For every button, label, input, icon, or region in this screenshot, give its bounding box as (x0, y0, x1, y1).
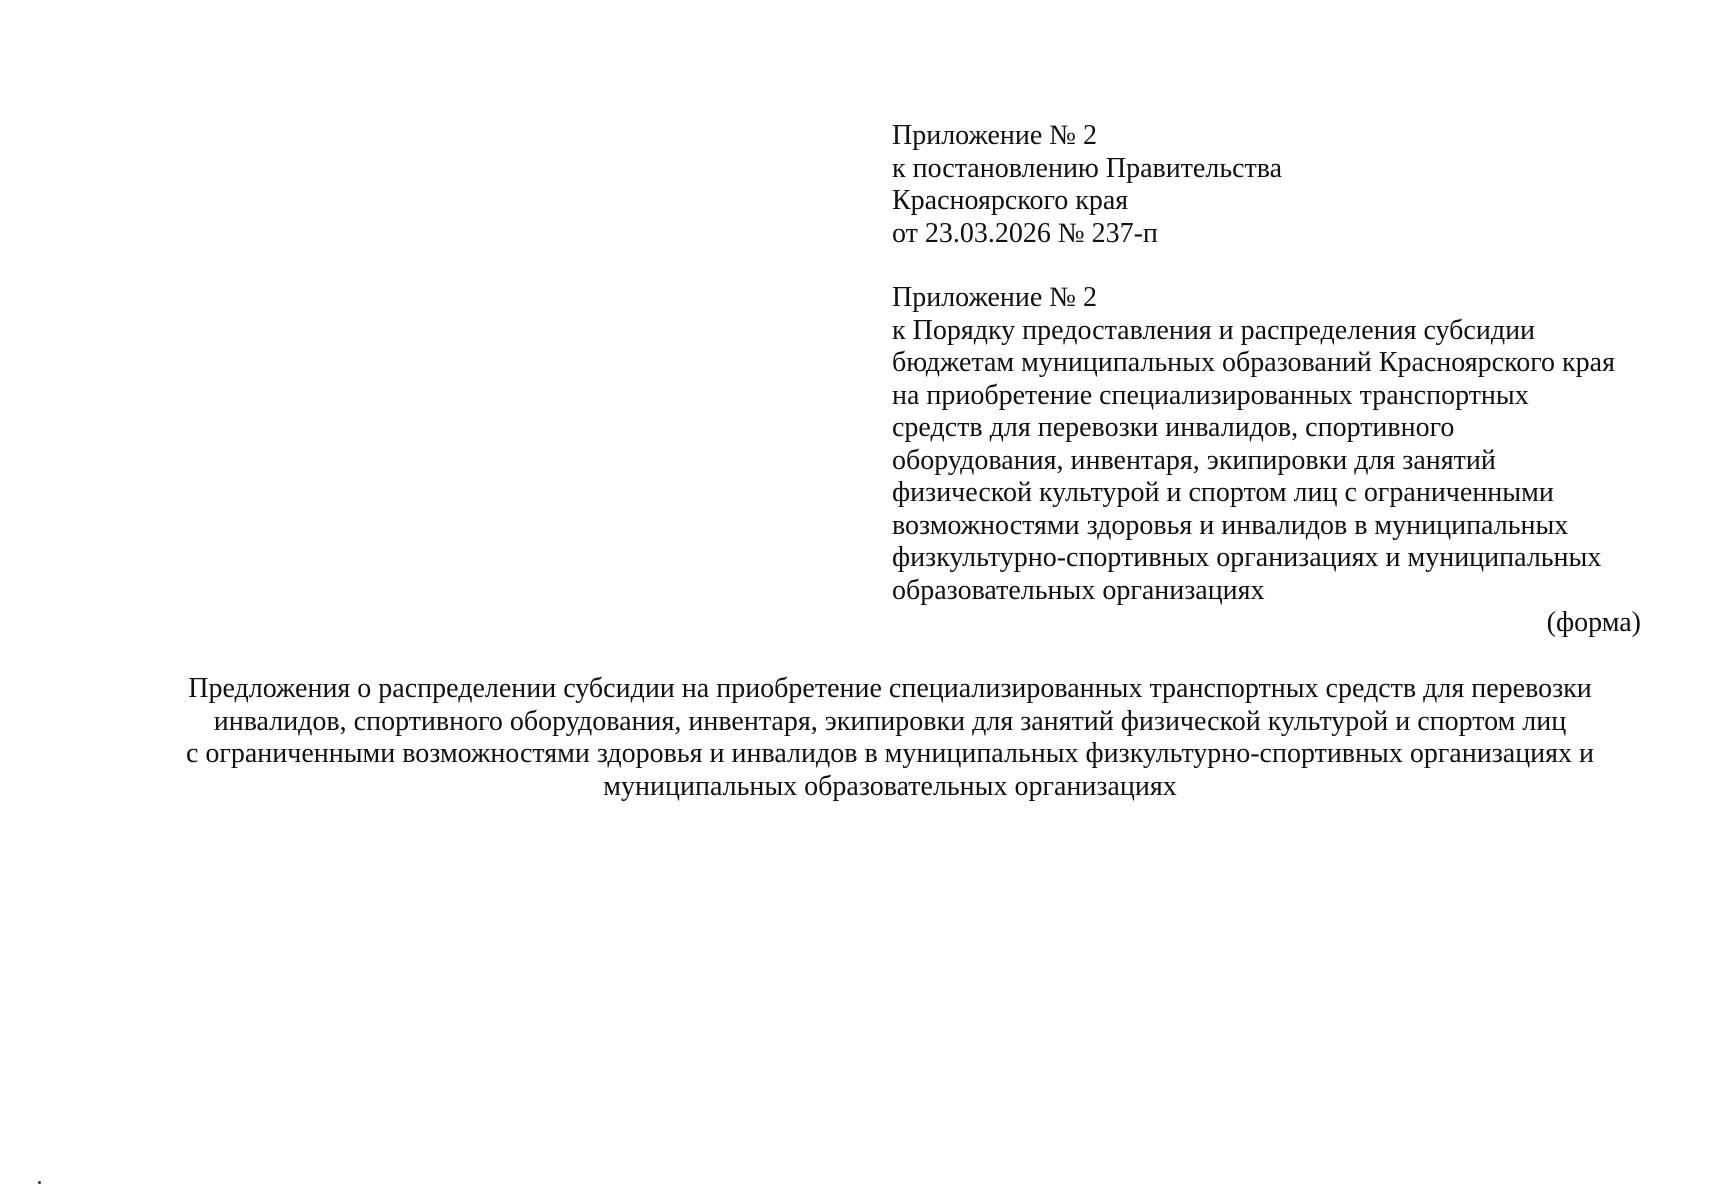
order-reference-line: оборудования, инвентаря, экипировки для занятий (892, 444, 1496, 476)
order-reference-line: возможностями здоровья и инвалидов в муниципальных (892, 509, 1569, 541)
order-appendix-number: Приложение № 2 (892, 282, 1097, 313)
scan-speck (38, 1181, 41, 1184)
order-reference-line: физической культурой и спортом лиц с ограниченными (892, 477, 1554, 508)
decree-reference: к постановлению Правительства (892, 152, 1283, 184)
decree-date-number: от 23.03.2026 № 237-п (892, 217, 1158, 249)
document-title-line: инвалидов, спортивного оборудования, инвентаря, экипировки для занятий физической культурой и спортом лиц (213, 705, 1567, 737)
order-reference-line: средств для перевозки инвалидов, спортивного (892, 412, 1455, 443)
decree-appendix-number: Приложение № 2 (892, 120, 1097, 151)
order-appendix-header (892, 282, 1672, 607)
order-reference-line: к Порядку предоставления и распределения субсидии (892, 314, 1536, 346)
order-reference-line: на приобретение специализированных транспортных (892, 379, 1529, 411)
order-reference-line: образовательных организациях (892, 574, 1265, 606)
decree-appendix-header (892, 120, 1672, 250)
decree-region: Красноярского края (892, 185, 1129, 216)
document-title-line: муниципальных образовательных организациях (603, 770, 1177, 802)
form-label: (форма) (1546, 607, 1641, 638)
document-title-line: с ограниченными возможностями здоровья и инвалидов в муниципальных физкультурно-спортивных организациях и (185, 738, 1595, 769)
order-reference-line: физкультурно-спортивных организациях и муниципальных (892, 542, 1602, 573)
document-title (120, 673, 1660, 803)
document-title-line: Предложения о распределении субсидии на приобретение специализированных транспортных средств для перевозки (188, 673, 1592, 704)
order-reference-line: бюджетам муниципальных образований Красноярского края (892, 347, 1615, 378)
